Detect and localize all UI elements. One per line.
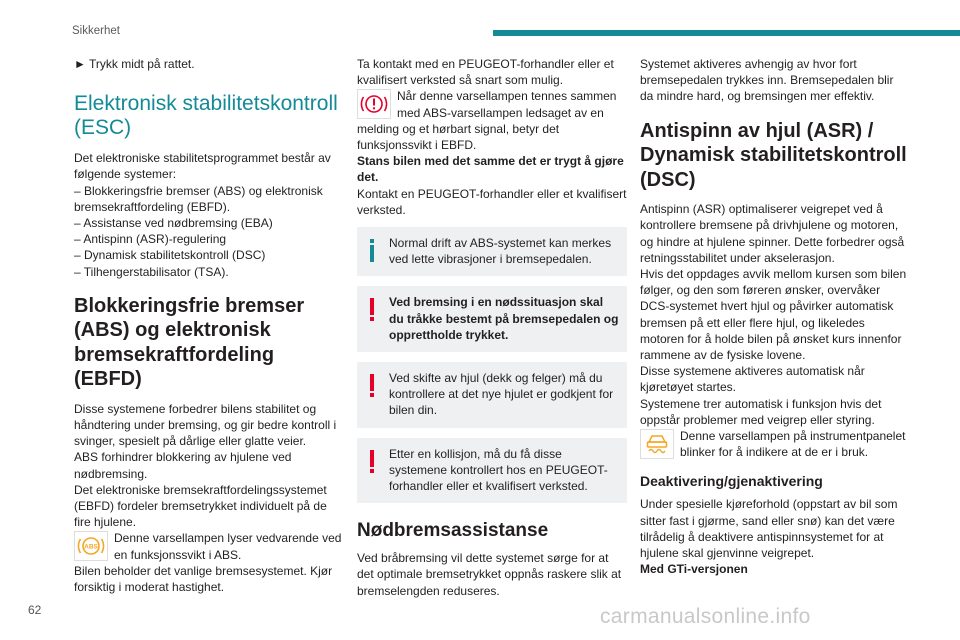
- esc-list-item: – Tilhengerstabilisator (TSA).: [74, 264, 229, 279]
- esc-list-item: – Antispinn (ASR)-regulering: [74, 232, 227, 247]
- asr-paragraph: Antispinn (ASR) optimaliserer veigrepet ved å kontrollere bremsene på drivhjulene og motoren, og hindre at hjulene spinner. Dette forbedrer også retningsstabilitet under akselerasjon.: [640, 202, 905, 265]
- eba-paragraph: Ved bråbremsing vil dette systemet sørge for at det optimale bremsetrykket oppnås raskere slik at bremselengden reduseres.: [357, 551, 622, 598]
- abs-paragraph: Disse systemene forbedrer bilens stabilitet og håndtering under bremsing, og gir bedre kontroll i svinger, spesielt på dårlige eller glatte veier.: [74, 401, 337, 449]
- stop-vehicle-text: Stans bilen med det samme det er trygt å gjøre det.: [357, 154, 624, 185]
- header-accent-bar: [493, 30, 960, 36]
- section-title: Sikkerhet: [72, 25, 120, 37]
- brake-lamp-row: [357, 88, 627, 153]
- asr-paragraph: Systemene trer automatisk i funksjon hvis det oppstår problemer med veigrep eller styring.: [640, 396, 882, 427]
- asr-paragraph: Hvis det oppdages avvik mellom kursen som bilen følger, og den som føreren ønsker, overvåker DCS-systemet hvert hjul og påvirker automatisk bremsen på ett eller flere hjul, og likeledes motoren for å holde bilen på ønsket kurs innenfor rammene av de fysiske lovene.: [640, 266, 907, 362]
- watermark: carmanualsonline.info: [600, 605, 811, 628]
- svg-text:ABS: ABS: [84, 543, 98, 551]
- esc-list-item: – Dynamisk stabilitetskontroll (DSC): [74, 248, 266, 263]
- esc-heading: Elektronisk stabilitetskontroll (ESC): [74, 92, 338, 140]
- abs-heading: Blokkeringsfrie bremser (ABS) og elektronisk bremsekraftfordeling (EBFD): [74, 294, 305, 391]
- info-note-text: Normal drift av ABS-systemet kan merkes ved lette vibrasjoner i bremsepedalen.: [389, 236, 612, 267]
- abs-warning-lamp-icon: [74, 531, 108, 561]
- deactivation-heading: Deaktivering/gjenaktivering: [640, 473, 823, 490]
- column-left: [74, 56, 344, 595]
- warning-note-text: Etter en kollisjon, må du få disse systemene kontrollert hos en PEUGEOT-forhandler eller et kvalifisert verksted.: [389, 446, 608, 494]
- warning-icon: [370, 298, 374, 321]
- contact-paragraph: Ta kontakt med en PEUGEOT-forhandler eller et kvalifisert verksted så snart som mulig.: [357, 57, 614, 88]
- info-note: [357, 227, 627, 276]
- esc-intro: Det elektroniske stabilitetsprogrammet består av følgende systemer:: [74, 151, 331, 182]
- page-number: 62: [28, 603, 42, 617]
- gti-version-label: Med GTi-versjonen: [640, 562, 748, 577]
- deactivation-paragraph: Under spesielle kjøreforhold (oppstart av bil som sitter fast i gjørme, sand eller snø) kan det være tilrådelig å deaktivere antispinnsystemet for at hjulene skal gjenvinne veigrepet.: [640, 497, 898, 560]
- warning-note: [357, 438, 627, 504]
- asr-paragraph: Disse systemene aktiveres automatisk når kjøretøyet startes.: [640, 364, 865, 395]
- brake-system-warning-icon: [357, 89, 391, 119]
- column-middle: [357, 56, 627, 599]
- asr-heading: Antispinn av hjul (ASR) / Dynamisk stabilitetskontroll (DSC): [640, 119, 907, 191]
- step-text: ► Trykk midt på rattet.: [74, 57, 195, 71]
- warning-icon: [370, 374, 374, 397]
- warning-note-text: Ved bremsing i en nødssituasjon skal du tråkke bestemt på bremsepedalen og opprettholde trykket.: [389, 295, 619, 342]
- eba-continued: Systemet aktiveres avhengig av hvor fort bremsepedalen trykkes inn. Bremsepedalen blir da mindre hard, og bremsingen mer effektiv.: [640, 57, 894, 104]
- esc-list-item: – Assistanse ved nødbremsing (EBA): [74, 216, 273, 231]
- skidding-car-warning-icon: [640, 429, 674, 459]
- abs-lamp-text: Denne varsellampen lyser vedvarende ved en funksjonssvikt i ABS.: [114, 531, 342, 562]
- warning-icon: [370, 450, 374, 473]
- abs-paragraph: ABS forhindrer blokkering av hjulene ved nødbremsing.: [74, 450, 292, 481]
- info-icon: [370, 239, 374, 262]
- abs-lamp-row: [74, 530, 344, 562]
- warning-note: [357, 362, 627, 428]
- dsc-lamp-text: Denne varsellampen på instrumentpanelet blinker for å indikere at de er i bruk.: [680, 428, 906, 460]
- eba-heading: Nødbremsassistanse: [357, 520, 549, 542]
- dsc-lamp-row: [640, 428, 910, 460]
- brake-lamp-text: Når denne varsellampen tennes sammen med ABS-varsellampen ledsaget av en melding og et hørbart signal, betyr det funksjonssvikt i EBFD.: [357, 89, 617, 153]
- warning-note-text: Ved skifte av hjul (dekk og felger) må du kontrollere at det nye hjulet er godkjent for bilen din.: [389, 371, 614, 418]
- warning-note: [357, 286, 627, 352]
- contact-paragraph: Kontakt en PEUGEOT-forhandler eller et kvalifisert verksted.: [357, 186, 627, 217]
- abs-paragraph: Det elektroniske bremsekraftfordelingssystemet (EBFD) fordeler bremsetrykket individuelt på de fire hjulene.: [74, 482, 327, 530]
- esc-list-item: – Blokkeringsfrie bremser (ABS) og elektronisk bremsekraftfordeling (EBFD).: [74, 183, 323, 214]
- column-right: [640, 56, 910, 577]
- abs-paragraph: Bilen beholder det vanlige bremsesystemet. Kjør forsiktig i moderat hastighet.: [74, 563, 333, 595]
